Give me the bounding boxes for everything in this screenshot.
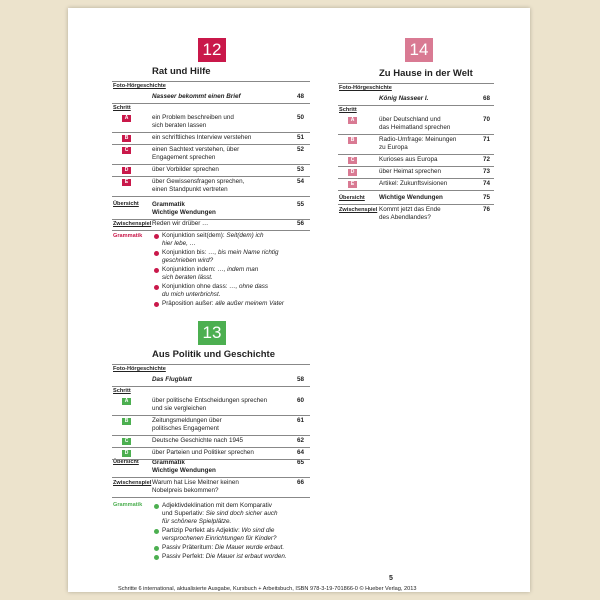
grammar-term: Passiv Perfekt: (162, 553, 206, 560)
grammar-item (162, 527, 276, 543)
step-text: ein Problem beschreiben und sich beraten lassen (152, 114, 234, 129)
step-text: Radio-Umfrage: Meinungen zu Europa (379, 136, 457, 151)
grammatik-label-13: Grammatik (113, 502, 143, 508)
step-text: Kurioses aus Europa (379, 156, 438, 163)
grammar-item (162, 544, 284, 552)
grammar-term: Konjunktion indem: (162, 266, 218, 273)
step-letter-c: C (122, 438, 131, 445)
uebersicht-page-14: 75 (482, 194, 490, 201)
grammar-item (162, 553, 287, 561)
zwischenspiel-text-13: Warum hat Lise Meitner keinen Nobelpreis bekommen? (152, 479, 239, 494)
foto-page-12: 48 (296, 93, 304, 100)
step-letter-e: E (348, 181, 357, 188)
grammatik-label-12: Grammatik (113, 233, 143, 239)
step-page: 54 (296, 178, 304, 185)
step-divider (338, 178, 494, 179)
foto-label-12: Foto-Hörgeschichte (113, 83, 166, 89)
grammar-example: Die Mauer wurde erbaut. (214, 544, 285, 551)
step-letter-d: D (348, 169, 357, 176)
step-page: 72 (482, 156, 490, 163)
grammar-bullet (154, 268, 159, 273)
step-text: einen Sachtext verstehen, über Engagement sprechen (152, 146, 240, 161)
grammar-term: Präposition außer: (162, 300, 216, 307)
step-divider (112, 132, 310, 133)
grammar-bullet (154, 504, 159, 509)
step-letter-b: B (348, 137, 357, 144)
grammar-term: Konjunktion ohne dass: (162, 283, 230, 290)
grammar-example: Wo sind die versprochenen Einrichtungen für Kinder? (162, 527, 277, 542)
grammar-term: Adjektivdeklination mit dem Komparativ und Superlativ: (162, 502, 272, 517)
foto-title-14: König Nasseer I. (379, 95, 429, 102)
step-page: 50 (296, 114, 304, 121)
uebersicht-label-12: Übersicht (113, 201, 139, 207)
grammar-term: Konjunktion bis: (162, 249, 209, 256)
step-text: über Heimat sprechen (379, 168, 441, 175)
grammar-term: Passiv Präteritum: (162, 544, 215, 551)
step-letter-a: A (122, 115, 131, 122)
step-divider (112, 459, 310, 460)
book-page (68, 8, 530, 592)
grammar-term: Partizip Perfekt als Adjektiv: (162, 527, 242, 534)
grammar-item (162, 266, 258, 282)
grammar-example: …, bis mein Name richtig geschrieben wird? (162, 249, 279, 264)
grammar-example: Seit(dem) ich hier lebe, … (162, 232, 264, 247)
zwischenspiel-page-12: 56 (296, 220, 304, 227)
step-page: 61 (296, 417, 304, 424)
step-page: 74 (482, 180, 490, 187)
uebersicht-page-12: 55 (296, 201, 304, 208)
step-divider (112, 435, 310, 436)
step-divider (112, 415, 310, 416)
grammar-bullet (154, 234, 159, 239)
uebersicht-page-13: 65 (296, 459, 304, 466)
chapter-13-number: 13 (198, 321, 226, 345)
uebersicht-text-13: Grammatik Wichtige Wendungen (152, 459, 216, 474)
uebersicht-label-14: Übersicht (339, 195, 365, 201)
foto-label-14: Foto-Hörgeschichte (339, 85, 392, 91)
foto-title-12: Nasseer bekommt einen Brief (152, 93, 241, 100)
step-letter-b: B (122, 418, 131, 425)
zwischenspiel-label-13: Zwischenspiel (113, 480, 152, 486)
step-letter-a: A (122, 398, 131, 405)
step-letter-b: B (122, 135, 131, 142)
step-text: ein schriftliches Interview verstehen (152, 134, 252, 141)
grammar-bullet (154, 555, 159, 560)
step-divider (112, 447, 310, 448)
step-text: Deutsche Geschichte nach 1945 (152, 437, 244, 444)
step-page: 51 (296, 134, 304, 141)
step-page: 62 (296, 437, 304, 444)
step-page: 60 (296, 397, 304, 404)
footer-credits: Schritte 6 international, aktualisierte Ausgabe, Kursbuch + Arbeitsbuch, ISBN 978-3-19-701866-0 © Hueber Verlag, 2013 (118, 586, 417, 592)
chapter-13-title: Aus Politik und Geschichte (152, 349, 275, 360)
step-divider (112, 196, 310, 197)
step-page: 52 (296, 146, 304, 153)
grammar-bullet (154, 285, 159, 290)
zwischenspiel-label-12: Zwischenspiel (113, 221, 152, 227)
zwischenspiel-text-14: Kommt jetzt das Ende des Abendlandes? (379, 206, 441, 221)
foto-page-13: 58 (296, 376, 304, 383)
step-page: 53 (296, 166, 304, 173)
chapter-14-title: Zu Hause in der Welt (379, 68, 473, 79)
grammar-bullet (154, 251, 159, 256)
zwischenspiel-text-12: Reden wir drüber … (152, 220, 209, 227)
grammar-item (162, 283, 268, 299)
grammar-example: Sie sind doch sicher auch für schönere Spielplätze. (162, 510, 278, 525)
uebersicht-label-13: Übersicht (113, 459, 139, 465)
uebersicht-text-12: Grammatik Wichtige Wendungen (152, 201, 216, 216)
step-text: über Gewissensfragen sprechen, einen Standpunkt vertreten (152, 178, 245, 193)
zwischenspiel-label-14: Zwischenspiel (339, 207, 378, 213)
step-text: über Vorbilder sprechen (152, 166, 219, 173)
step-letter-a: A (348, 117, 357, 124)
chapter-12-number: 12 (198, 38, 226, 62)
grammar-bullet (154, 546, 159, 551)
step-text: über Deutschland und das Heimatland sprechen (379, 116, 451, 131)
step-divider (112, 176, 310, 177)
step-page: 70 (482, 116, 490, 123)
grammar-bullet (154, 302, 159, 307)
schritt-label-12: Schritt (113, 105, 131, 111)
uebersicht-text-14: Wichtige Wendungen (379, 194, 443, 201)
grammar-example: alle außer meinem Vater (215, 300, 284, 307)
chapter-14-number: 14 (405, 38, 433, 62)
step-letter-c: C (122, 147, 131, 154)
page-number: 5 (389, 575, 393, 582)
grammar-item (162, 232, 264, 248)
step-text: Zeitungsmeldungen über politisches Engagement (152, 417, 222, 432)
step-divider (338, 134, 494, 135)
zwischenspiel-page-14: 76 (482, 206, 490, 213)
zwischenspiel-page-13: 66 (296, 479, 304, 486)
grammar-item (162, 249, 279, 265)
grammar-bullet (154, 529, 159, 534)
foto-page-14: 68 (482, 95, 490, 102)
schritt-label-14: Schritt (339, 107, 357, 113)
step-text: über Parteien und Politiker sprechen (152, 449, 254, 456)
grammar-example: …, indem man sich beraten lässt. (162, 266, 259, 281)
foto-label-13: Foto-Hörgeschichte (113, 366, 166, 372)
step-divider (338, 154, 494, 155)
step-letter-d: D (122, 450, 131, 457)
step-letter-d: D (122, 167, 131, 174)
foto-title-13: Das Flugblatt (152, 376, 192, 383)
step-letter-c: C (348, 157, 357, 164)
step-divider (112, 144, 310, 145)
chapter-12-title: Rat und Hilfe (152, 66, 211, 77)
step-page: 73 (482, 168, 490, 175)
step-page: 64 (296, 449, 304, 456)
grammar-example: Die Mauer ist erbaut worden. (205, 553, 287, 560)
grammar-example: …, ohne dass du mich unterbrichst. (162, 283, 269, 298)
step-divider (338, 190, 494, 191)
step-text: über politische Entscheidungen sprechen und sie vergleichen (152, 397, 268, 412)
step-divider (112, 164, 310, 165)
grammar-item (162, 300, 284, 308)
step-letter-e: E (122, 179, 131, 186)
step-page: 71 (482, 136, 490, 143)
schritt-label-13: Schritt (113, 388, 131, 394)
step-text: Artikel: Zukunftsvisionen (379, 180, 448, 187)
grammar-term: Konjunktion seit(dem): (162, 232, 227, 239)
step-divider (338, 166, 494, 167)
grammar-item (162, 502, 278, 526)
